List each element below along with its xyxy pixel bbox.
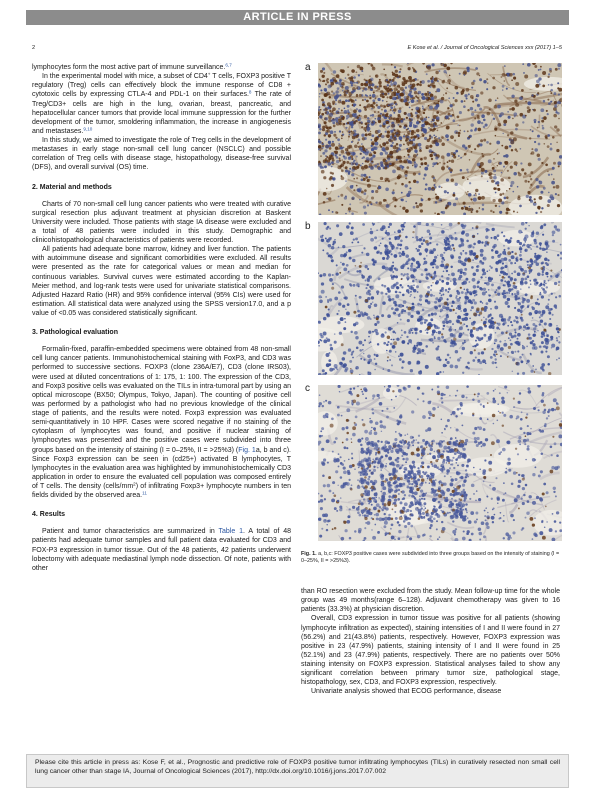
- article-in-press-banner: ARTICLE IN PRESS: [26, 10, 569, 25]
- paragraph: lymphocytes form the most active part of immune surveillance.$^{6,7}$: [32, 62, 232, 71]
- panel-label-c: c: [305, 383, 310, 394]
- running-head: [32, 45, 562, 55]
- paragraph: Overall, CD3 expression in tumor tissue was positive for all patients (showing lymphocyte infiltration as expected), staining intensities of I and II were found in 27 (56.2%) and 21(43.8%) patients, respectively. However, FOXP3 expression was positive in 23 (47.9%) patients, staining intensity of I and II were found in 25 (52.1%) and 23 (47.9%) patients, respectively. There are no patients over 50% staining intensity on FOXP3 expression. Statistical analyses failed to show any significant correlation between primary tumor size, pathological stage, histopathology, sex, CD3, and FOXP3 expression, respectively.: [301, 615, 560, 687]
- panel-label-b: b: [305, 221, 311, 232]
- paragraph: In the experimental model with mice, a subset of CD4+ T cells, FOXP3 positive T regulatory (Treg) cells can effectively block the immune response of CD8 + cytotoxic cells by expressing CTLA-4 and PDL-1 on their surfaces.$^8$ The rate of Treg/CD3+ cells are high in the lung, ovarian, breast, pancreatic, and hepatocellular cancer tumors that provide local immune suppression for the further development of the tumor, smoldering inflammation, the increase in angiogenesis and metastases.$^{9,10}$: [32, 71, 291, 135]
- paragraph: All patients had adequate bone marrow, kidney and liver function. The patients with autoimmune disease and significant comorbidities were excluded. All results were presented as the rate for categorical values or mean and median for continuous variables. Survival curves were estimated according to the Kaplan-Meier method, and log-rank tests were used for univariate statistical comparisons. Adjusted Hazard Ratio (HR) and 95% confidence interval (95% CIs) were used for estimation. All statistical data were analyzed using the SPSS version17.0, and a p value of <0.05 was considered statistically significant.: [32, 246, 291, 317]
- panel-label-a: a: [305, 62, 311, 73]
- paragraph: than RO resection were excluded from the study. Mean follow-up time for the whole group was 49 months(range 6–128). Adjuvant chemotherapy was given to 16 patients (33.3%) at physician discretion.: [301, 588, 560, 614]
- section-heading: 3. Pathological evaluation: [32, 329, 118, 337]
- micrograph-panel-a: [318, 63, 562, 215]
- citation-link[interactable]: 9,10: [83, 126, 93, 132]
- citation-footer: Please cite this article in press as: Kose F, et al., Prognostic and predictive role of FOXP3 positive tumor infiltrating lymphocytes (TILs) in curatively resected non small cell lung cancer other than stage IA, Journal of Oncological Sciences (2017), http://dx.doi.org/10.1016/j.jons.2017.07.002: [26, 754, 569, 788]
- paragraph: Patient and tumor characteristics are summarized in Table 1. A total of 48 patients had adequate tumor samples and full patient data evaluated for CD3 and FOX-P3 expression in tumor tissue. Out of the 48 patients, 42 patients underwent lobectomy with adequate mediastinal lymph node dissection. Of note, patients with other: [32, 528, 291, 572]
- left-column: [32, 63, 291, 573]
- right-column: [301, 587, 560, 697]
- citation-link[interactable]: 8: [248, 89, 252, 95]
- section-heading: 4. Results: [32, 511, 66, 519]
- paragraph: Formalin-fixed, paraffin-embedded specimens were obtained from 48 non-small cell lung cancer patients. Immunohistochemical staining with FoxP3, and CD3 was performed to successive sections. FOXP3 (clone 236A/E7), CD3 (clone IRS03), were used at diluted concentrations of 1: 175, 1: 100. The expression of the CD3, and Foxp3 positive cells was evaluated on the TILs in intra-tumoral part by using an optical microscope (BX50; Olympus, Tokyo, Japan). The counting of positive cell was performed by a pathologist who had no previous knowledge of the clinical stage of patients, and the results were noted. Foxp3 expression was evaluated semi-quantitatively in 10 HPF. Cases were scored negative if no staining of the cytoplasm of lymphocytes was found, and positive if nuclear staining of lymphocytes was presented and the positive cases were subdivided into three groups based on the intensity of staining (I = 0–25%, II = >25%3) (Fig. 1a, b and c). Since Foxp3 expression can be seen in (cd25+) activated B lymphocytes, T lymphocytes in the evaluation area was highlighted by immunohistochemically CD3 application in order to ensure the evaluated cell population was composed entirely of T cells. The density $(cells/mm^2)$ of infiltrating Foxp3+ lymphocyte numbers in ten fields divided by the observed area.$^{11}$: [32, 346, 291, 500]
- citation-link[interactable]: 6,7: [225, 62, 232, 68]
- table-link[interactable]: Table 1: [218, 528, 243, 536]
- micrograph-panel-b: [318, 222, 562, 375]
- micrograph-panel-c: [318, 385, 562, 541]
- figure-caption: Fig. 1. a, b,c: FOXP3 positive cases were subdivided into three groups based on the intensity of staining (I = 0–25%, II = >25%3).: [301, 551, 560, 564]
- section-heading: 2. Material and methods: [32, 183, 112, 191]
- paragraph: Univariate analysis showed that ECOG performance, disease: [311, 688, 502, 696]
- paragraph: In this study, we aimed to investigate the role of Treg cells in the development of metastases in early stage non-small cell lung cancer (NSCLC) and possible correlation of Treg cells with disease stage, histopathology, disease-free survival (DFS), and overall survival (OS) time.: [32, 137, 291, 172]
- paragraph: Charts of 70 non-small cell lung cancer patients who were treated with curative surgical resection plus adjuvant treatment at physician discretion at Baskent University were included. Those patients with stage IA disease were excluded and a total of 48 patients were included in this study. Demographic and clinicohistopathological characteristics of patients were recorded.: [32, 200, 291, 244]
- citation-link[interactable]: 11: [142, 490, 147, 496]
- figure-link[interactable]: Fig. 1: [238, 446, 256, 454]
- journal-citation-header: E Kose et al. / Journal of Oncological Sciences xxx (2017) 1–5: [407, 45, 562, 51]
- page-number: 2: [32, 45, 36, 51]
